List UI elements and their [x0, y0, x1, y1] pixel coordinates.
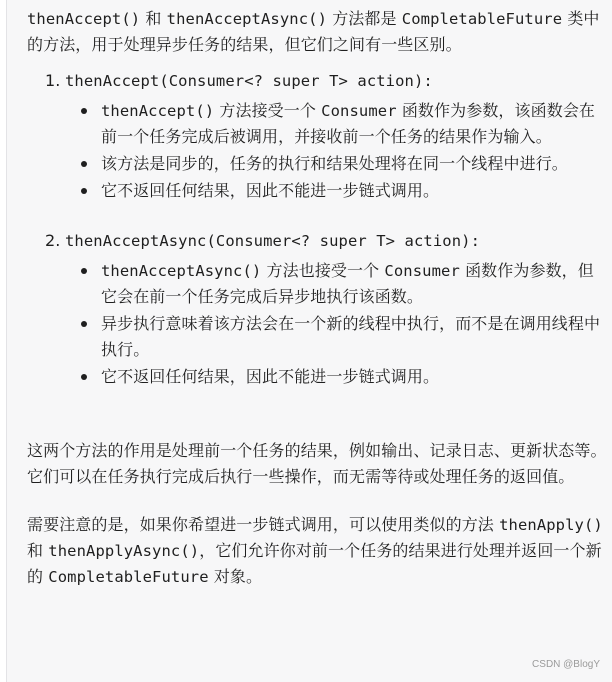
bullet-dot-icon: [81, 374, 87, 380]
answer-content: [27, 6, 612, 612]
intro-text: 方法都是: [327, 9, 402, 28]
point-item: [101, 151, 612, 177]
point-item: [101, 98, 612, 150]
bullet-dot-icon: [81, 268, 87, 274]
point-text: 它不返回任何结果，因此不能进一步链式调用。: [101, 367, 440, 386]
point-item: [101, 258, 612, 310]
point-text: 该方法是同步的，任务的执行和结果处理将在同一个线程中进行。: [101, 154, 568, 173]
inline-code: thenApply(): [499, 516, 603, 534]
method-item: [45, 68, 612, 204]
inline-code: thenAccept(): [101, 102, 215, 120]
point-text: 函数作为参数，但它会在前一个任务完成后异步地执行该函数。: [101, 261, 594, 306]
note-text: 对象。: [208, 567, 263, 586]
inline-code: thenApplyAsync(): [48, 542, 200, 560]
method-number: 2.: [45, 231, 61, 250]
note-text: 和: [27, 541, 49, 560]
csdn-watermark: CSDN @BlogY: [532, 659, 600, 670]
note-paragraph: [27, 512, 612, 590]
intro-text: 类中的方法，用于处理异步任务的结果，但它们之间有一些区别。: [27, 9, 600, 54]
answer-panel: [6, 0, 612, 682]
inline-code: thenAcceptAsync(): [166, 10, 328, 28]
bullet-dot-icon: [81, 321, 87, 327]
point-item: [101, 311, 612, 363]
inline-code: thenAcceptAsync(): [101, 262, 262, 280]
point-text: 它不返回任何结果，因此不能进一步链式调用。: [101, 181, 440, 200]
methods-list: [27, 68, 612, 390]
bullet-dot-icon: [81, 108, 87, 114]
point-text: 方法也接受一个: [261, 261, 385, 280]
bullet-dot-icon: [81, 188, 87, 194]
inline-code: CompletableFuture: [401, 10, 563, 28]
note-text: ，它们允许你对前一个任务的结果进行处理并返回一个新的: [27, 541, 602, 586]
inline-code: Consumer: [321, 102, 397, 120]
inline-code: thenAccept(): [27, 10, 141, 28]
intro-paragraph: [27, 6, 612, 58]
note-text: 需要注意的是，如果你希望进一步链式调用，可以使用类似的方法: [27, 515, 500, 534]
summary-paragraph: 这两个方法的作用是处理前一个任务的结果，例如输出、记录日志、更新状态等。它们可以在任务执行完成后执行一些操作，而无需等待或处理任务的返回值。: [27, 441, 607, 486]
point-text: 方法接受一个: [214, 101, 322, 120]
bullet-dot-icon: [81, 161, 87, 167]
method-item: [45, 228, 612, 390]
point-item: [101, 364, 612, 390]
method-signature: thenAcceptAsync(Consumer<? super T> action):: [65, 232, 480, 250]
inline-code: Consumer: [384, 262, 460, 280]
method-number: 1.: [45, 71, 61, 90]
section-spacer: [27, 414, 612, 438]
inline-code: CompletableFuture: [48, 568, 209, 586]
point-text: 函数作为参数，该函数会在前一个任务完成后被调用，并接收前一个任务的结果作为输入。: [101, 101, 596, 146]
method-signature: thenAccept(Consumer<? super T> action):: [65, 72, 433, 90]
intro-text: 和: [140, 9, 167, 28]
method-points: [65, 258, 612, 390]
method-points: [65, 98, 612, 204]
point-text: 异步执行意味着该方法会在一个新的线程中执行，而不是在调用线程中执行。: [101, 314, 601, 359]
point-item: [101, 178, 612, 204]
